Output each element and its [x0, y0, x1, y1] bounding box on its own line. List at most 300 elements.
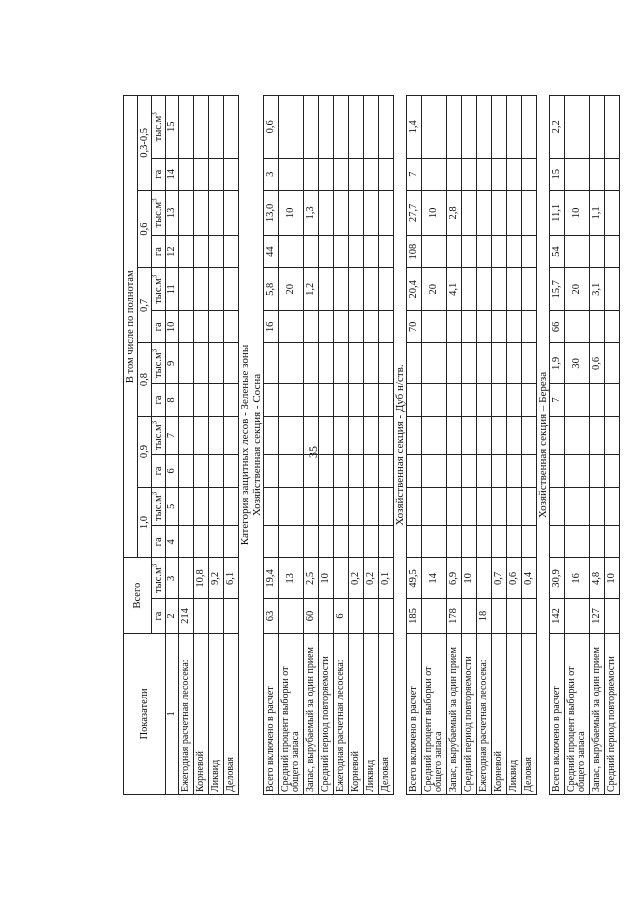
- d06-ha: 54: [550, 236, 565, 268]
- empty-cell: [319, 384, 334, 416]
- percent-d08: [422, 343, 447, 384]
- d0305-kcm: 2,2: [550, 96, 565, 159]
- empty-cell: [334, 158, 349, 190]
- empty-cell: [565, 455, 590, 487]
- empty-cell: [605, 526, 620, 558]
- stock-d0305: [447, 96, 462, 159]
- liquid-kcm: 0,2: [364, 558, 379, 599]
- empty-cell: [565, 384, 590, 416]
- empty-cell: [349, 268, 364, 311]
- d07-ha: 16: [264, 311, 279, 343]
- business-kcm: 0,4: [522, 558, 537, 599]
- d06-kcm: 27,7: [407, 190, 422, 235]
- d08-kcm: [407, 343, 422, 384]
- table-row: [349, 96, 364, 795]
- empty-cell: [422, 455, 447, 487]
- empty-cell: [565, 487, 590, 526]
- empty-cell: [349, 384, 364, 416]
- empty-cell: [319, 487, 334, 526]
- empty-cell: [605, 236, 620, 268]
- table-row: [522, 96, 537, 795]
- empty-cell: [304, 158, 319, 190]
- total-kcm: 19,4: [264, 558, 279, 599]
- empty-cell: [379, 384, 394, 416]
- empty-cell: [507, 268, 522, 311]
- unit-kcm: $тыс.м^3$: [152, 487, 166, 526]
- d06-kcm: 13,0: [264, 190, 279, 235]
- table-row: [251, 96, 264, 795]
- business-kcm: 6,1: [224, 558, 239, 599]
- empty-cell: [334, 268, 349, 311]
- d0305-ha: 15: [550, 158, 565, 190]
- empty-cell: [447, 384, 462, 416]
- empty-cell: [379, 96, 394, 159]
- percent-d0305: [565, 96, 590, 159]
- liquid-label: Ликвид: [364, 633, 379, 794]
- section-oak: [394, 96, 537, 795]
- empty-cell: [507, 236, 522, 268]
- column-number: 10: [166, 311, 179, 343]
- empty-cell: [279, 384, 304, 416]
- stock-d0305: [304, 96, 319, 159]
- total-included-label: Всего включено в расчет: [407, 633, 422, 794]
- empty-cell: [422, 158, 447, 190]
- empty-cell: [447, 487, 462, 526]
- empty-cell: [462, 487, 477, 526]
- empty-cell: [492, 236, 507, 268]
- column-number: 3: [166, 558, 179, 599]
- empty-cell: [550, 455, 565, 487]
- empty-cell: [565, 158, 590, 190]
- table-row: [394, 96, 407, 795]
- section-title: Хозяйственная секция – Береза: [537, 371, 549, 519]
- empty-cell: [522, 268, 537, 311]
- d06-ha: 44: [264, 236, 279, 268]
- annual-label: Ежегодная расчетная лесосека:: [334, 633, 349, 794]
- empty-cell: [319, 96, 334, 159]
- total-kcm: 49,5: [407, 558, 422, 599]
- empty-cell: [492, 384, 507, 416]
- empty-cell: [462, 343, 477, 384]
- stock-ha: 60: [304, 599, 319, 633]
- d0305-ha: 3: [264, 158, 279, 190]
- empty-cell: [565, 599, 590, 633]
- empty-cell: [447, 311, 462, 343]
- empty-cell: [590, 311, 605, 343]
- empty-cell: [462, 455, 477, 487]
- table-row: [422, 96, 447, 795]
- empty-cell: [422, 599, 447, 633]
- density-0-3-0-5: 0,3-0,5: [138, 96, 152, 191]
- empty-cell: [522, 416, 537, 455]
- unit-kcm: $тыс.м^3$: [152, 558, 166, 599]
- d08-ha: [407, 384, 422, 416]
- column-number: 9: [166, 343, 179, 384]
- column-number: 1: [166, 633, 179, 794]
- stock-d08: [447, 343, 462, 384]
- business-kcm: 0,1: [379, 558, 394, 599]
- table-row: [264, 96, 279, 795]
- empty-cell: [349, 96, 364, 159]
- empty-cell: [364, 190, 379, 235]
- empty-cell: [605, 268, 620, 311]
- empty-cell: [462, 311, 477, 343]
- empty-cell: [349, 311, 364, 343]
- empty-cell: [279, 487, 304, 526]
- empty-cell: [364, 268, 379, 311]
- empty-cell: [492, 268, 507, 311]
- empty-cell: [379, 343, 394, 384]
- empty-cell: [349, 343, 364, 384]
- percent-d0305: [279, 96, 304, 159]
- liquid-kcm: 0,6: [507, 558, 522, 599]
- column-number: 12: [166, 236, 179, 268]
- percent-d07: 20: [422, 268, 447, 311]
- empty-cell: [522, 343, 537, 384]
- annual-ha: 6: [334, 599, 349, 633]
- business-label: Деловая: [522, 633, 537, 794]
- liquid-label: Ликвид: [507, 633, 522, 794]
- unit-ha: га: [152, 384, 166, 416]
- stock-d07: 3,1: [590, 268, 605, 311]
- empty-cell: [364, 487, 379, 526]
- empty-cell: [462, 190, 477, 235]
- empty-cell: [477, 236, 492, 268]
- empty-cell: [605, 455, 620, 487]
- empty-cell: [462, 96, 477, 159]
- root-kcm: 0,2: [349, 558, 364, 599]
- empty-cell: [319, 236, 334, 268]
- empty-cell: [507, 311, 522, 343]
- empty-cell: [447, 236, 462, 268]
- empty-cell: [462, 599, 477, 633]
- table-row: [279, 96, 304, 795]
- empty-cell: [364, 416, 379, 455]
- empty-cell: [264, 455, 279, 487]
- empty-cell: [379, 190, 394, 235]
- empty-cell: [477, 343, 492, 384]
- table-row: [565, 96, 590, 795]
- empty-cell: [349, 416, 364, 455]
- stock-d07: 1,2: [304, 268, 319, 311]
- empty-cell: [462, 526, 477, 558]
- empty-cell: [349, 487, 364, 526]
- stock-d06: 2,8: [447, 190, 462, 235]
- empty-cell: [565, 416, 590, 455]
- empty-cell: [364, 343, 379, 384]
- d06-ha: 108: [407, 236, 422, 268]
- empty-cell: [522, 96, 537, 159]
- percent-all: 14: [422, 558, 447, 599]
- empty-cell: [522, 311, 537, 343]
- empty-cell: [605, 311, 620, 343]
- unit-kcm: $тыс.м^3$: [152, 268, 166, 311]
- empty-cell: [379, 599, 394, 633]
- unit-ha: га: [152, 311, 166, 343]
- business-label: Деловая: [224, 633, 239, 794]
- empty-cell: [422, 311, 447, 343]
- column-number: 7: [166, 416, 179, 455]
- density-1-0: 1,0: [138, 487, 152, 558]
- table-row: [447, 96, 462, 795]
- percent-all: 13: [279, 558, 304, 599]
- empty-cell: [522, 487, 537, 526]
- d08-kcm: 1,9: [550, 343, 565, 384]
- empty-cell: [334, 487, 349, 526]
- empty-cell: [279, 416, 304, 455]
- empty-cell: [565, 311, 590, 343]
- stock-d0305: [590, 96, 605, 159]
- period-all: 10: [319, 558, 334, 599]
- empty-cell: [507, 416, 522, 455]
- empty-cell: [590, 236, 605, 268]
- empty-cell: [477, 190, 492, 235]
- stock-ha: 127: [590, 599, 605, 633]
- density-0-8: 0,8: [138, 343, 152, 416]
- period-all: 10: [605, 558, 620, 599]
- empty-cell: [477, 558, 492, 599]
- empty-cell: [462, 268, 477, 311]
- category-title: Категория защитных лесов - Зеленые зоны: [239, 344, 251, 546]
- d08-kcm: [264, 343, 279, 384]
- empty-cell: [422, 487, 447, 526]
- period-label: Средний период повторяемости: [319, 633, 334, 794]
- stock-d08: 0,6: [590, 343, 605, 384]
- empty-cell: [379, 236, 394, 268]
- section-birch: [537, 96, 620, 795]
- empty-cell: [605, 96, 620, 159]
- header-including-density: В том числе по полнотам: [124, 96, 138, 559]
- empty-cell: [304, 384, 319, 416]
- empty-cell: [477, 158, 492, 190]
- d08-ha: 7: [550, 384, 565, 416]
- percent-all: 16: [565, 558, 590, 599]
- empty-cell: [605, 599, 620, 633]
- d06-kcm: 11,1: [550, 190, 565, 235]
- root-label: Корневой: [492, 633, 507, 794]
- empty-cell: [492, 311, 507, 343]
- empty-cell: [319, 343, 334, 384]
- empty-cell: [334, 343, 349, 384]
- column-number: 4: [166, 526, 179, 558]
- forest-cut-table: [123, 95, 620, 795]
- empty-cell: [334, 455, 349, 487]
- empty-cell: [590, 455, 605, 487]
- empty-cell: [565, 236, 590, 268]
- avg-percent-label: Средний процент выборки от общего запаса: [565, 633, 590, 794]
- empty-cell: [379, 526, 394, 558]
- empty-cell: [477, 487, 492, 526]
- unit-ha: га: [152, 599, 166, 633]
- empty-cell: [264, 416, 279, 455]
- empty-cell: [364, 311, 379, 343]
- empty-cell: [264, 526, 279, 558]
- empty-cell: [334, 384, 349, 416]
- empty-cell: [522, 158, 537, 190]
- percent-d07: 20: [279, 268, 304, 311]
- empty-cell: [319, 526, 334, 558]
- stock-d08: [304, 343, 319, 384]
- empty-cell: [492, 416, 507, 455]
- density-0-9: 0,9: [138, 416, 152, 487]
- total-ha: 63: [264, 599, 279, 633]
- avg-percent-label: Средний процент выборки от общего запаса: [422, 633, 447, 794]
- empty-cell: [605, 343, 620, 384]
- stock-d06: 1,3: [304, 190, 319, 235]
- unit-kcm: $тыс.м^3$: [152, 96, 166, 159]
- empty-cell: [550, 487, 565, 526]
- empty-cell: [522, 455, 537, 487]
- table-row: [605, 96, 620, 795]
- empty-cell: [379, 487, 394, 526]
- empty-cell: [477, 311, 492, 343]
- total-ha: 142: [550, 599, 565, 633]
- table-row: [477, 96, 492, 795]
- total-included-label: Всего включено в расчет: [264, 633, 279, 794]
- empty-cell: [349, 190, 364, 235]
- empty-cell: [279, 311, 304, 343]
- unit-ha: га: [152, 236, 166, 268]
- d07-ha: 66: [550, 311, 565, 343]
- table-row: [507, 96, 522, 795]
- empty-cell: [492, 526, 507, 558]
- empty-cell: [447, 526, 462, 558]
- table-row: [407, 96, 422, 795]
- empty-cell: [334, 190, 349, 235]
- column-number: 13: [166, 190, 179, 235]
- annual-ha: 214: [179, 599, 194, 633]
- empty-cell: [447, 455, 462, 487]
- empty-cell: [605, 158, 620, 190]
- empty-cell: [477, 268, 492, 311]
- header-total: Всего: [124, 558, 152, 633]
- empty-cell: [477, 416, 492, 455]
- total-kcm: 30,9: [550, 558, 565, 599]
- density-0-7: 0,7: [138, 268, 152, 343]
- empty-cell: [364, 526, 379, 558]
- empty-cell: [477, 96, 492, 159]
- empty-cell: [550, 416, 565, 455]
- column-number: 15: [166, 96, 179, 159]
- empty-cell: [349, 158, 364, 190]
- empty-cell: [550, 526, 565, 558]
- empty-cell: [319, 599, 334, 633]
- period-label: Средний период повторяемости: [462, 633, 477, 794]
- d07-kcm: 5,8: [264, 268, 279, 311]
- section-title: Хозяйственная секция - Дуб н/ств.: [394, 364, 406, 526]
- unit-kcm: $тыс.м^3$: [152, 416, 166, 455]
- empty-cell: [364, 158, 379, 190]
- empty-cell: [492, 96, 507, 159]
- empty-cell: [279, 599, 304, 633]
- rotated-table-page: [123, 95, 617, 795]
- percent-d08: [279, 343, 304, 384]
- empty-cell: [349, 526, 364, 558]
- empty-cell: [507, 158, 522, 190]
- empty-cell: [462, 384, 477, 416]
- empty-cell: [590, 487, 605, 526]
- empty-cell: [407, 526, 422, 558]
- empty-cell: [279, 455, 304, 487]
- empty-cell: [477, 384, 492, 416]
- empty-cell: [590, 384, 605, 416]
- empty-cell: [407, 455, 422, 487]
- percent-d07: 20: [565, 268, 590, 311]
- empty-cell: [334, 236, 349, 268]
- empty-cell: [304, 487, 319, 526]
- empty-cell: [462, 236, 477, 268]
- empty-cell: [447, 416, 462, 455]
- empty-cell: [590, 158, 605, 190]
- empty-cell: [407, 416, 422, 455]
- stock-kcm: 4,8: [590, 558, 605, 599]
- empty-cell: [492, 343, 507, 384]
- empty-cell: [319, 455, 334, 487]
- empty-cell: [522, 384, 537, 416]
- empty-cell: [364, 599, 379, 633]
- business-label: Деловая: [379, 633, 394, 794]
- empty-cell: [492, 158, 507, 190]
- empty-cell: [477, 526, 492, 558]
- empty-cell: [279, 236, 304, 268]
- empty-cell: [605, 416, 620, 455]
- empty-cell: [364, 384, 379, 416]
- empty-cell: [492, 599, 507, 633]
- empty-cell: [565, 526, 590, 558]
- empty-cell: [379, 311, 394, 343]
- empty-cell: [379, 268, 394, 311]
- table-row: [319, 96, 334, 795]
- stock-ha: 178: [447, 599, 462, 633]
- density-0-6: 0,6: [138, 190, 152, 267]
- empty-cell: [319, 311, 334, 343]
- stock-d06: 1,1: [590, 190, 605, 235]
- empty-cell: [507, 455, 522, 487]
- table-row: [550, 96, 565, 795]
- page-number: 35: [306, 446, 320, 458]
- table-row: [492, 96, 507, 795]
- empty-cell: [304, 526, 319, 558]
- unit-kcm: $тыс.м^3$: [152, 190, 166, 235]
- column-number: 8: [166, 384, 179, 416]
- empty-cell: [364, 455, 379, 487]
- total-ha: 185: [407, 599, 422, 633]
- empty-cell: [334, 311, 349, 343]
- empty-cell: [590, 416, 605, 455]
- empty-cell: [507, 190, 522, 235]
- period-all: 10: [462, 558, 477, 599]
- empty-cell: [304, 236, 319, 268]
- empty-cell: [379, 416, 394, 455]
- stock-d07: 4,1: [447, 268, 462, 311]
- header-indicators: Показатели: [124, 633, 166, 794]
- empty-cell: [379, 158, 394, 190]
- d0305-kcm: 1,4: [407, 96, 422, 159]
- empty-cell: [334, 526, 349, 558]
- empty-cell: [507, 599, 522, 633]
- empty-cell: [507, 96, 522, 159]
- period-label: Средний период повторяемости: [605, 633, 620, 794]
- stock-kcm: 2,5: [304, 558, 319, 599]
- column-numbers-row: [166, 96, 179, 795]
- empty-cell: [522, 236, 537, 268]
- avg-percent-label: Средний процент выборки от общего запаса: [279, 633, 304, 794]
- empty-cell: [319, 158, 334, 190]
- empty-cell: [422, 416, 447, 455]
- empty-cell: [304, 311, 319, 343]
- d07-kcm: 15,7: [550, 268, 565, 311]
- percent-d06: 10: [565, 190, 590, 235]
